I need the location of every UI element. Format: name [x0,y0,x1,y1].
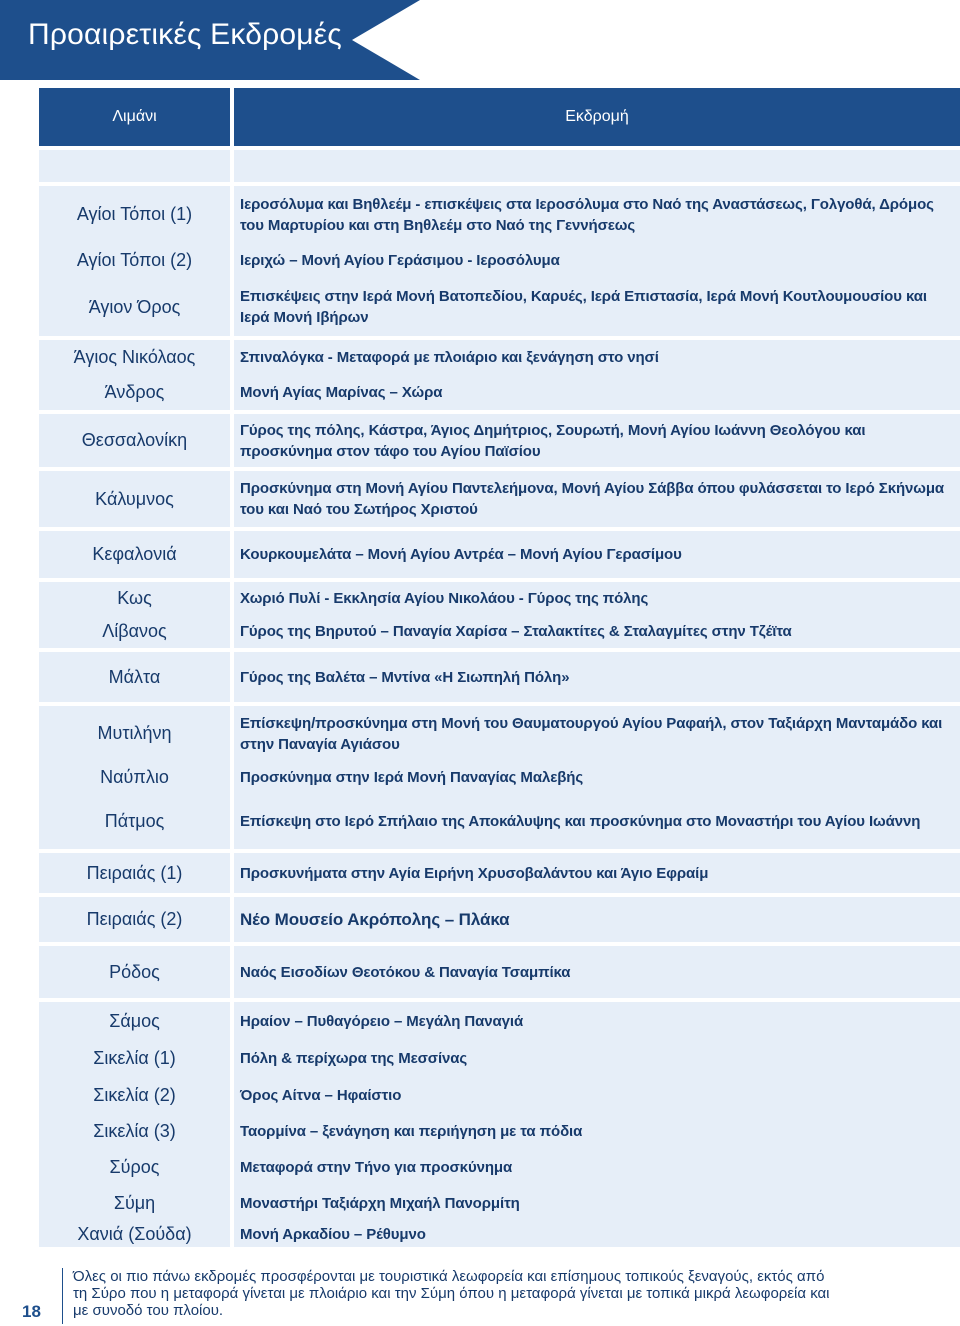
excursion-text: Μονή Αρκαδίου – Ρέθυμνο [240,1225,426,1243]
port-cell: Λίβανος [102,621,167,641]
port-cell: Σικελία (2) [93,1084,176,1105]
excursion-cell [234,1077,960,1113]
table-group [39,471,960,527]
excursion-text: Γύρος της Βηρυτού – Παναγία Χαρίσα – Σταλακτίτες & Σταλαγμίτες στην Τζέϊτα [240,623,792,640]
excursion-cell [234,761,960,794]
column-header-port: Λιμάνι [39,88,230,146]
page-number: 18 [22,1302,41,1321]
title-banner [0,0,420,80]
table-group [39,706,960,849]
excursion-cell [234,375,960,410]
port-cell: Άνδρος [104,382,165,402]
footer-note: Όλες οι πιο πάνω εκδρομές προσφέρονται με τουριστικά λεωφορεία και επίσημους τοπικούς ξεναγούς, εκτός από τη Σύρο που η μεταφορά γίνεται με πλοιάριο και την Σύμη όπου η μεταφορά γίνεται με τοπικά μικρά λεωφορεία και με συνοδό του πλοίου. [73,1268,830,1319]
table-group [39,414,960,467]
port-cell: Σικελία (3) [93,1120,176,1141]
excursion-cell [234,615,960,648]
excursion-text: Ηραίον – Πυθαγόρειο – Μεγάλη Παναγιά [240,1012,524,1030]
excursion-text: Επισκέψεις στην Ιερά Μονή Βατοπεδίου, Καρυές, Ιερά Επιστασία, Ιερά Μονή Κουτλουμουσίου και Ιερά Μονή Ιβήρων [240,288,927,326]
excursion-text: Μοναστήρι Ταξιάρχη Μιχαήλ Πανορμίτη [240,1194,520,1212]
port-cell: Σικελία (1) [93,1048,176,1068]
table-group [39,582,960,648]
excursion-cell [234,853,960,893]
port-cell: Σύμη [113,1192,156,1213]
excursion-text: Ταορμίνα – ξενάγηση και περιήγηση με τα πόδια [240,1122,583,1140]
excursions-table [39,88,960,1247]
table-header [39,88,960,146]
excursion-cell [234,1002,960,1040]
port-cell: Άγιος Νικόλαος [73,347,196,367]
excursion-text: Γύρος της Βαλέτα – Μντίνα «Η Σιωπηλή Πόλη» [240,668,570,686]
table-group [39,531,960,578]
excursion-text: Μονή Αγίας Μαρίνας – Χώρα [240,384,443,401]
excursion-cell [234,414,960,467]
excursion-text: Επίσκεψη/προσκύνημα στη Μονή του Θαυματουργού Αγίου Ραφαήλ, στον Ταξιάρχη Μανταμάδο και στην Παναγία Αγιάσου [240,714,943,753]
excursion-cell [234,471,960,527]
excursion-text: Ναός Εισοδίων Θεοτόκου & Παναγία Τσαμπίκα [240,963,571,981]
excursion-text: Ιεροσόλυμα και Βηθλεέμ - επισκέψεις στα Ιεροσόλυμα στο Ναό της Αναστάσεως, Γολγοθά, Δρόμος του Μαρτυρίου και στη Βηθλεέμ στο Ναό της Γεννήσεως [240,195,934,234]
excursion-text: Γύρος της πόλης, Κάστρα, Άγιος Δημήτριος, Σουρωτή, Μονή Αγίου Ιωάννη Θεολόγου και προσκύνημα στον τάφο του Αγίου Παϊσίου [240,421,866,460]
port-cell: Μυτιλήνη [97,723,172,743]
table-group [39,652,960,702]
excursion-cell [234,186,960,243]
port-cell: Πειραιάς (1) [86,862,183,883]
port-cell: Μάλτα [108,666,161,687]
excursion-text: Μεταφορά στην Τήνο για προσκύνημα [240,1158,513,1176]
excursion-cell [234,1040,960,1077]
page-title: Προαιρετικές Εκδρομές [28,18,342,51]
port-cell: Σύρος [109,1156,160,1177]
excursion-cell [234,794,960,849]
port-cell: Κως [117,588,152,608]
table-group [39,1002,960,1247]
excursion-cell [234,278,960,336]
footer-divider [62,1268,63,1324]
excursion-text: Επίσκεψη στο Ιερό Σπήλαιο της Αποκάλυψης και προσκύνημα στο Μοναστήρι του Αγίου Ιωάννη [240,813,921,830]
excursion-text: Προσκυνήματα στην Αγία Ειρήνη Χρυσοβαλάντου και Άγιο Εφραίμ [240,864,709,882]
excursion-cell [234,531,960,578]
port-cell: Ρόδος [109,961,160,982]
table-group [39,186,960,336]
port-cell: Κάλυμνος [95,488,174,509]
excursion-text: Πόλη & περίχωρα της Μεσσίνας [240,1050,468,1067]
excursion-cell [234,1221,960,1247]
table-group [39,897,960,942]
excursion-cell [234,1185,960,1221]
port-cell: Χανιά (Σούδα) [77,1223,192,1244]
excursion-text: Ιεριχώ – Μονή Αγίου Γεράσιμου - Ιεροσόλυμα [240,252,560,269]
port-cell: Αγίοι Τόποι (1) [76,204,193,224]
port-cell: Άγιον Όρος [88,296,181,317]
excursion-cell [234,340,960,375]
port-cell: Ναύπλιο [100,767,169,787]
port-cell: Πάτμος [104,811,165,831]
spacer-cell-excursion [234,150,960,182]
excursion-text: Νέο Μουσείο Ακρόπολης – Πλάκα [240,910,510,929]
port-cell: Θεσσαλονίκη [81,430,188,450]
port-cell: Σάμος [109,1010,160,1031]
page-footer [0,1266,960,1326]
excursion-text: Προσκύνημα στην Ιερά Μονή Παναγίας Μαλεβής [240,769,584,786]
excursion-cell [234,652,960,702]
excursion-text: Χωριό Πυλί - Εκκλησία Αγίου Νικολάου - Γύρος της πόλης [240,590,649,607]
excursion-text: Όρος Αίτνα – Ηφαίστιο [240,1086,402,1104]
excursion-cell [234,897,960,942]
excursion-text: Κουρκουμελάτα – Μονή Αγίου Αντρέα – Μονή Αγίου Γερασίμου [240,546,682,563]
excursion-text: Προσκύνημα στη Μονή Αγίου Παντελεήμονα, Μονή Αγίου Σάββα όπου φυλάσσεται το Ιερό Σκήνωμα του και Ναό του Σωτήρος Χριστού [240,480,945,518]
excursion-cell [234,946,960,998]
port-cell: Αγίοι Τόποι (2) [76,250,193,270]
table-group [39,340,960,410]
table-group [39,946,960,998]
port-cell: Κεφαλονιά [92,544,177,564]
excursion-cell [234,243,960,278]
port-cell: Πειραιάς (2) [86,909,183,929]
table-spacer-row [39,150,960,182]
excursion-cell [234,706,960,761]
excursion-cell [234,1113,960,1149]
excursion-text: Σπιναλόγκα - Μεταφορά με πλοιάριο και ξενάγηση στο νησί [240,349,659,366]
column-header-excursion: Εκδρομή [234,88,960,146]
excursion-cell [234,1149,960,1185]
spacer-cell-port [39,150,230,182]
table-group [39,853,960,893]
excursion-cell [234,582,960,615]
